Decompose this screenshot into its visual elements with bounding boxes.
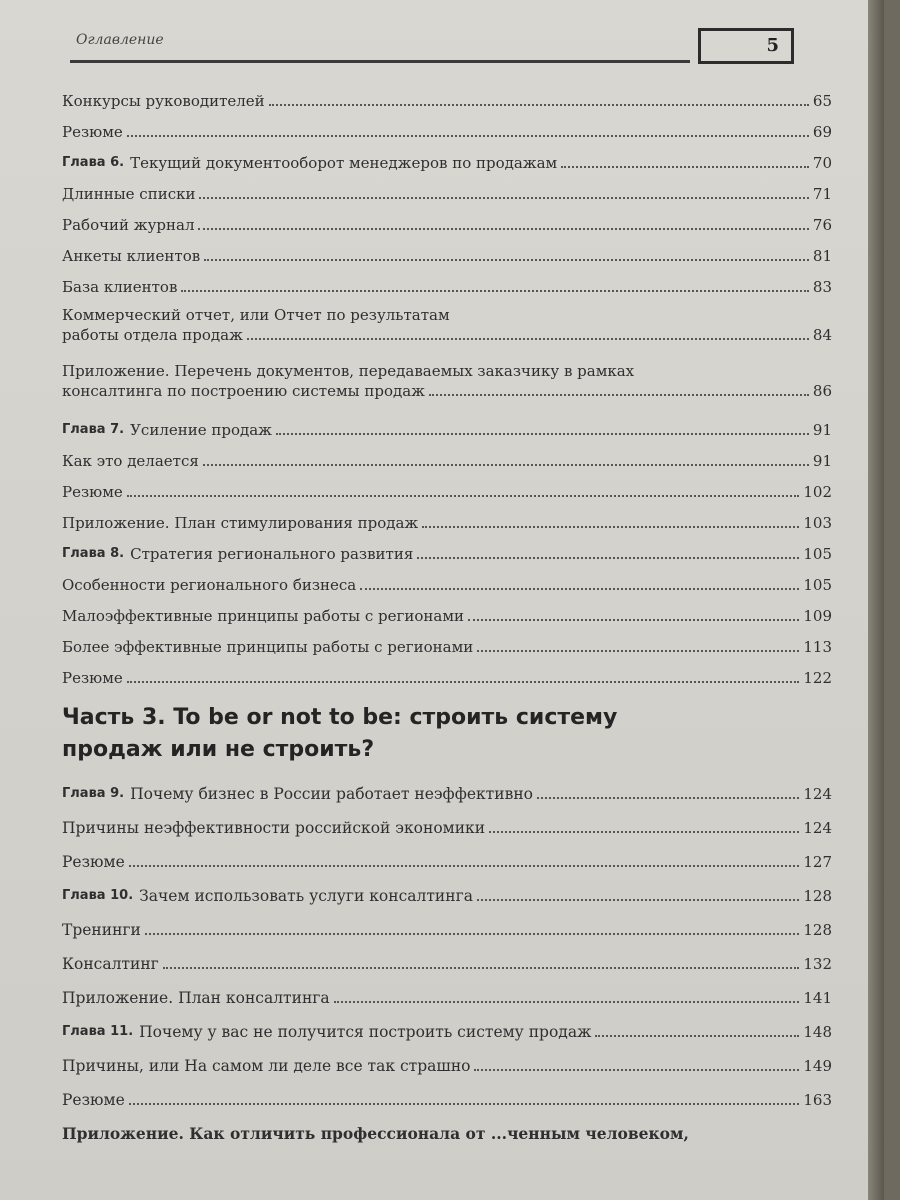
- chapter-label: Глава 6.: [62, 155, 125, 170]
- toc-entry-page: 113: [803, 638, 832, 656]
- chapter-label: Глава 10.: [62, 888, 134, 903]
- toc-entry-page: 65: [812, 92, 832, 110]
- toc-block-top: [62, 80, 832, 297]
- toc-entry-page: 83: [812, 278, 832, 296]
- dot-leader: [129, 1103, 800, 1105]
- toc-entry: [62, 204, 832, 235]
- toc-entry-title: Резюме: [62, 1091, 125, 1109]
- chapter-label: Глава 11.: [62, 1024, 134, 1039]
- table-of-contents: [62, 80, 832, 1144]
- toc-entry: [62, 471, 832, 502]
- dot-leader: [145, 933, 799, 935]
- toc-entry-page: 91: [812, 421, 832, 439]
- running-header: [70, 24, 690, 63]
- toc-entry-title: Стратегия регионального развития: [130, 545, 414, 563]
- toc-entry: [62, 440, 832, 471]
- toc-entry-title: Особенности регионального бизнеса: [62, 576, 357, 594]
- dot-leader: [477, 650, 799, 652]
- toc-multiline-entry: [62, 297, 832, 353]
- toc-entry-title-line2: работы отдела продаж: [62, 326, 243, 344]
- toc-entry-title-line2: консалтинга по построению системы продаж: [62, 382, 425, 400]
- toc-entry-cut-off: [62, 1110, 832, 1144]
- toc-entry-title: Конкурсы руководителей: [62, 92, 265, 110]
- dot-leader: [276, 433, 809, 435]
- dot-leader: [429, 394, 809, 396]
- toc-entry-page: 105: [803, 576, 832, 594]
- dot-leader: [468, 619, 799, 621]
- toc-entry-page: 105: [803, 545, 832, 563]
- toc-entry: [62, 266, 832, 297]
- toc-entry-title: База клиентов: [62, 278, 178, 296]
- toc-entry: [62, 564, 832, 595]
- toc-entry-title: Рабочий журнал: [62, 216, 195, 234]
- toc-entry-page: 71: [812, 185, 832, 203]
- toc-entry-title: Причины, или На самом ли деле все так страшно: [62, 1057, 471, 1075]
- toc-entry-page: 128: [803, 887, 832, 905]
- dot-leader: [561, 166, 809, 168]
- toc-entry-page: 109: [803, 607, 832, 625]
- toc-entry-page: 163: [803, 1091, 832, 1109]
- toc-entry-title: Причины неэффективности российской экономики: [62, 819, 486, 837]
- toc-chapter-entry: [62, 1008, 832, 1042]
- part-heading-line1: Часть 3. To be or not to be: строить систему: [62, 705, 618, 730]
- toc-entry-page: 124: [803, 819, 832, 837]
- toc-entry: [62, 235, 832, 266]
- toc-entry-page: 122: [803, 669, 832, 687]
- dot-leader: [127, 495, 800, 497]
- toc-entry: [62, 173, 832, 204]
- toc-entry-title: Приложение. План стимулирования продаж: [62, 514, 419, 532]
- toc-entry-title-line1: Приложение. Перечень документов, передаваемых заказчику в рамках: [62, 362, 635, 380]
- dot-leader: [334, 1001, 800, 1003]
- toc-entry-page: 103: [803, 514, 832, 532]
- toc-entry: [62, 804, 832, 838]
- chapter-label: Глава 9.: [62, 786, 125, 801]
- page-edge: [868, 0, 884, 1200]
- dot-leader: [181, 290, 808, 292]
- toc-entry-title: Усиление продаж: [130, 421, 272, 439]
- part-heading-line2: продаж или не строить?: [62, 737, 375, 762]
- toc-entry-title: Тренинги: [62, 921, 141, 939]
- toc-entry-title: Зачем использовать услуги консалтинга: [139, 887, 473, 905]
- toc-entry-page: 128: [803, 921, 832, 939]
- dot-leader: [417, 557, 799, 559]
- toc-entry-page: 81: [812, 247, 832, 265]
- toc-entry: [62, 940, 832, 974]
- toc-entry-title: Почему бизнес в России работает неэффективно: [130, 785, 533, 803]
- toc-entry-title: Более эффективные принципы работы с регионами: [62, 638, 474, 656]
- toc-entry-title-line1: Коммерческий отчет, или Отчет по результатам: [62, 306, 450, 324]
- dot-leader: [595, 1035, 799, 1037]
- toc-entry-title: Длинные списки: [62, 185, 196, 203]
- toc-entry-title: Резюме: [62, 669, 123, 687]
- toc-entry-title: Малоэффективные принципы работы с регионами: [62, 607, 465, 625]
- dot-leader: [163, 967, 800, 969]
- toc-entry-line2: [62, 325, 832, 345]
- toc-entry-page: 76: [812, 216, 832, 234]
- toc-entry: [62, 1042, 832, 1076]
- toc-entry-page: 69: [812, 123, 832, 141]
- toc-entry-page: 86: [812, 382, 832, 400]
- toc-entry-title: Приложение. Как отличить профессионала от ...ченным человеком,: [62, 1124, 689, 1143]
- part-heading: [62, 702, 832, 766]
- chapter-label: Глава 7.: [62, 422, 125, 437]
- page-number-box: [698, 28, 794, 64]
- toc-multiline-entry: [62, 353, 832, 409]
- dot-leader: [247, 338, 809, 340]
- toc-entry: [62, 838, 832, 872]
- toc-entry-title: Резюме: [62, 853, 125, 871]
- toc-entry-line2: [62, 381, 832, 401]
- dot-leader: [127, 681, 800, 683]
- toc-chapter-entry: [62, 142, 832, 173]
- dot-leader: [269, 104, 809, 106]
- dot-leader: [489, 831, 799, 833]
- toc-entry-page: 124: [803, 785, 832, 803]
- toc-entry-title: Резюме: [62, 483, 123, 501]
- toc-chapter-entry: [62, 770, 832, 804]
- toc-entry-title: Приложение. План консалтинга: [62, 989, 330, 1007]
- toc-entry-page: 84: [812, 326, 832, 344]
- toc-entry: [62, 502, 832, 533]
- dot-leader: [203, 464, 809, 466]
- toc-chapter-entry: [62, 409, 832, 440]
- toc-entry: [62, 595, 832, 626]
- toc-entry-title: Анкеты клиентов: [62, 247, 201, 265]
- toc-entry-page: 141: [803, 989, 832, 1007]
- dot-leader: [127, 135, 809, 137]
- dot-leader: [204, 259, 809, 261]
- toc-entry-title: Резюме: [62, 123, 123, 141]
- toc-entry-page: 132: [803, 955, 832, 973]
- toc-block-part3: [62, 770, 832, 1144]
- toc-entry: [62, 111, 832, 142]
- toc-entry: [62, 626, 832, 657]
- dot-leader: [129, 865, 800, 867]
- toc-entry: [62, 657, 832, 688]
- toc-entry: [62, 80, 832, 111]
- toc-entry-title: Консалтинг: [62, 955, 159, 973]
- dot-leader: [360, 588, 799, 590]
- dot-leader: [474, 1069, 799, 1071]
- toc-entry-title: Почему у вас не получится построить систему продаж: [139, 1023, 592, 1041]
- dot-leader: [422, 526, 799, 528]
- toc-entry-page: 70: [812, 154, 832, 172]
- toc-entry: [62, 974, 832, 1008]
- toc-block-mid: [62, 409, 832, 688]
- toc-entry-page: 149: [803, 1057, 832, 1075]
- toc-entry-title: Как это делается: [62, 452, 199, 470]
- dot-leader: [537, 797, 799, 799]
- running-title: Оглавление: [76, 32, 164, 48]
- toc-entry-page: 148: [803, 1023, 832, 1041]
- toc-entry-title: Текущий документооборот менеджеров по продажам: [130, 154, 558, 172]
- toc-chapter-entry: [62, 533, 832, 564]
- toc-entry: [62, 1076, 832, 1110]
- toc-entry-page: 91: [812, 452, 832, 470]
- page-number: 5: [766, 35, 779, 56]
- dot-leader: [477, 899, 799, 901]
- toc-chapter-entry: [62, 872, 832, 906]
- toc-entry: [62, 906, 832, 940]
- toc-entry-page: 127: [803, 853, 832, 871]
- dot-leader: [199, 197, 808, 199]
- dot-leader: [198, 228, 808, 230]
- chapter-label: Глава 8.: [62, 546, 125, 561]
- toc-entry-page: 102: [803, 483, 832, 501]
